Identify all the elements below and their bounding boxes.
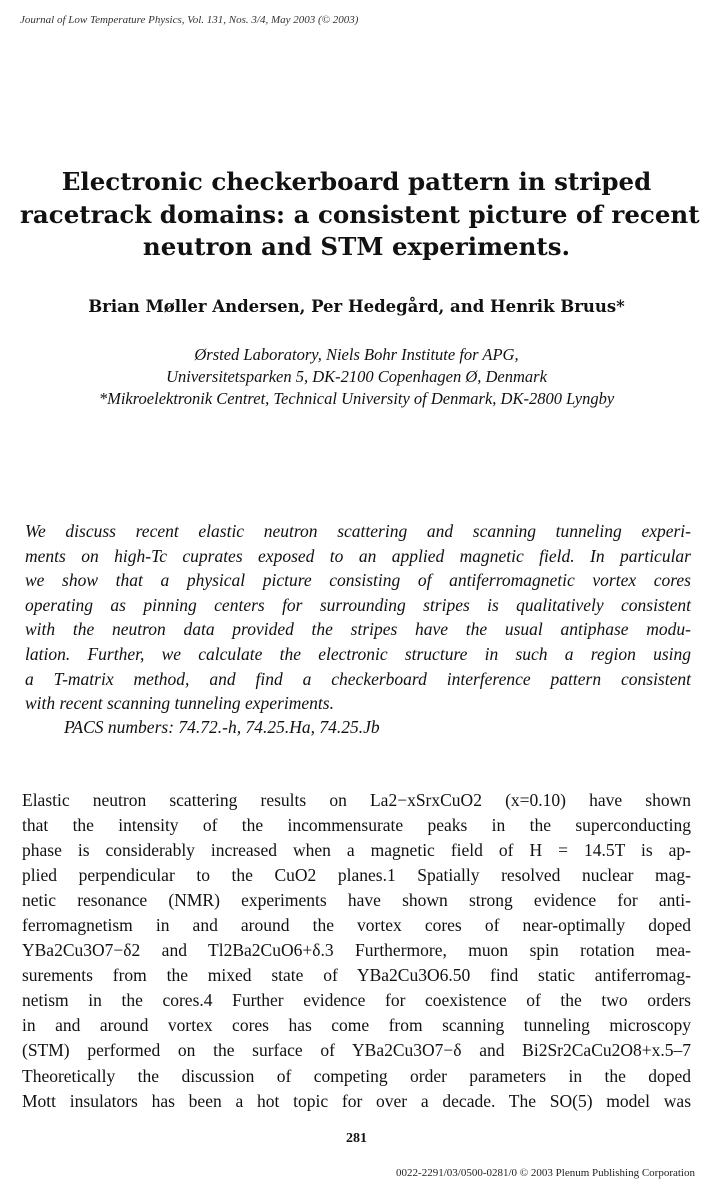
body-line: that the intensity of the incommensurate peaks in the superconducting bbox=[22, 815, 691, 836]
body-line: netic resonance (NMR) experiments have shown strong evidence for anti- bbox=[22, 890, 691, 911]
journal-header: Journal of Low Temperature Physics, Vol. 131, Nos. 3/4, May 2003 (© 2003) bbox=[20, 14, 359, 26]
abstract-line: ments on high-Tc cuprates exposed to an applied magnetic field. In particular bbox=[25, 545, 691, 566]
body-line: netism in the cores.4 Further evidence for coexistence of the two orders bbox=[22, 990, 691, 1011]
title-line: Electronic checkerboard pattern in striped bbox=[61, 167, 652, 196]
abstract-line: we show that a physical picture consisting of antiferromagnetic vortex cores bbox=[25, 570, 691, 591]
copyright-line: 0022-2291/03/0500-0281/0 © 2003 Plenum Publishing Corporation bbox=[396, 1167, 695, 1179]
body-line: Theoretically the discussion of competing order parameters in the doped bbox=[22, 1065, 691, 1086]
body-line: Mott insulators has been a hot topic for over a decade. The SO(5) model was bbox=[22, 1090, 691, 1111]
body-line: surements from the mixed state of YBa2Cu3O6.50 find static antiferromag- bbox=[22, 965, 691, 986]
affiliation-line: *Mikroelektronik Centret, Technical University of Denmark, DK-2800 Lyngby bbox=[98, 389, 615, 408]
pacs-numbers: PACS numbers: 74.72.-h, 74.25.Ha, 74.25.Jb bbox=[64, 717, 380, 737]
title-line: racetrack domains: a consistent picture of recent bbox=[20, 199, 700, 229]
affiliation-line: Ørsted Laboratory, Niels Bohr Institute for APG, bbox=[194, 345, 519, 364]
abstract-line: operating as pinning centers for surrounding stripes is qualitatively consistent bbox=[25, 594, 691, 615]
abstract-line: a T-matrix method, and find a checkerboard interference pattern consistent bbox=[25, 668, 691, 689]
abstract-line: lation. Further, we calculate the electronic structure in such a region using bbox=[25, 643, 691, 664]
body-line: in and around vortex cores has come from scanning tunneling microscopy bbox=[22, 1015, 691, 1036]
author-list: Brian Møller Andersen, Per Hedegård, and Henrik Bruus* bbox=[88, 297, 625, 316]
abstract-line: We discuss recent elastic neutron scattering and scanning tunneling experi- bbox=[25, 521, 691, 541]
page-number: 281 bbox=[346, 1131, 367, 1146]
abstract bbox=[25, 519, 691, 716]
paper-title bbox=[20, 166, 700, 264]
body-line: Elastic neutron scattering results on La2−xSrxCuO2 (x=0.10) have shown bbox=[22, 790, 691, 810]
body-line: plied perpendicular to the CuO2 planes.1 Spatially resolved nuclear mag- bbox=[22, 865, 691, 886]
body-line: ferromagnetism in and around the vortex cores of near-optimally doped bbox=[22, 915, 691, 936]
body-line: YBa2Cu3O7−δ2 and Tl2Ba2CuO6+δ.3 Furthermore, muon spin rotation mea- bbox=[22, 940, 691, 961]
title-line: neutron and STM experiments. bbox=[142, 232, 571, 261]
body-line: phase is considerably increased when a magnetic field of H = 14.5T is ap- bbox=[22, 840, 691, 861]
body-line: (STM) performed on the surface of YBa2Cu3O7−δ and Bi2Sr2CaCu2O8+x.5–7 bbox=[22, 1040, 691, 1061]
affiliations bbox=[20, 344, 693, 410]
body-text bbox=[22, 788, 691, 1114]
abstract-line: with recent scanning tunneling experiments. bbox=[25, 693, 334, 714]
abstract-line: with the neutron data provided the stripes have the usual antiphase modu- bbox=[25, 619, 691, 640]
affiliation-line: Universitetsparken 5, DK-2100 Copenhagen Ø, Denmark bbox=[166, 367, 547, 386]
